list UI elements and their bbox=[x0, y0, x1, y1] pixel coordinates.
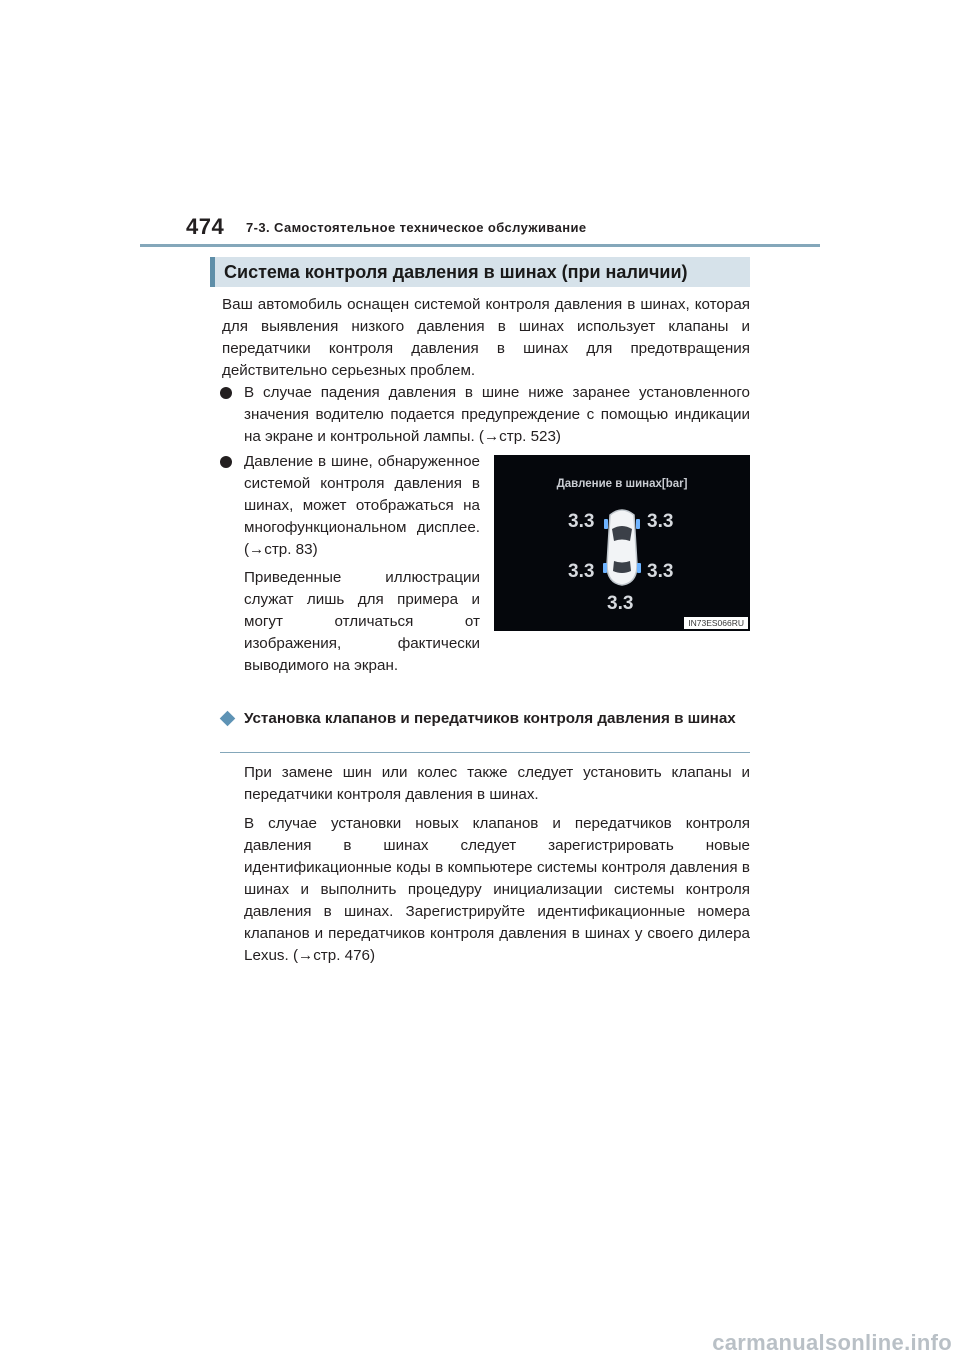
bullet-warning bbox=[220, 382, 750, 448]
paragraph-replacement: При замене шин или колес также следует установить клапаны и передатчики контроля давления в шинах. bbox=[244, 764, 750, 803]
car-top-view-icon bbox=[602, 505, 642, 591]
subsection-heading bbox=[220, 708, 750, 730]
bullet-text: В случае падения давления в шине ниже заранее установленного значения водителю подается предупреждение с помощью индикации на экране и контрольной лампы. (→стр. 523) bbox=[244, 384, 750, 445]
bullet-display bbox=[220, 451, 480, 677]
pressure-rear-right: 3.3 bbox=[647, 561, 674, 582]
screen-caption: Давление в шинах[bar] bbox=[556, 478, 688, 490]
section-title: Система контроля давления в шинах (при наличии) bbox=[224, 262, 688, 282]
illustration-note: Приведенные иллюстрации служат лишь для примера и могут отличаться от изображения, фактически выводимого на экран. bbox=[244, 569, 480, 674]
image-code: IN73ES066RU bbox=[684, 617, 748, 629]
bullet-row bbox=[220, 382, 750, 448]
bullet-dot-icon bbox=[220, 456, 232, 468]
watermark: carmanualsonline.info bbox=[712, 1330, 952, 1355]
subsection-title: Установка клапанов и передатчиков контроля давления в шинах bbox=[244, 710, 736, 727]
subsection-divider bbox=[220, 752, 750, 753]
bullet-text: Давление в шине, обнаруженное системой контроля давления в шинах, может отображаться на многофункциональном дисплее. (→стр. 83) bbox=[244, 453, 480, 558]
pressure-rear-left: 3.3 bbox=[568, 561, 595, 582]
tire-pressure-screen bbox=[494, 455, 750, 631]
header-divider bbox=[140, 244, 820, 247]
section-banner-accent bbox=[210, 257, 215, 287]
paragraph-registration: В случае установки новых клапанов и передатчиков контроля давления в шинах следует зарегистрировать новые идентификационные коды в компьютере системы контроля давления в шинах и выполнить процедуру инициализации системы контроля давления в шинах. Зарегистрируйте идентификационные номера клапанов и передатчиков контроля давления в шинах у своего дилера Lexus. (→стр. 476) bbox=[244, 815, 750, 964]
bullet-dot-icon bbox=[220, 387, 232, 399]
bullet-row bbox=[220, 451, 480, 561]
chapter-title: 7-3. Самостоятельное техническое обслуживание bbox=[246, 220, 587, 235]
page-number: 474 bbox=[186, 214, 225, 239]
pressure-spare: 3.3 bbox=[607, 593, 634, 614]
section-banner bbox=[210, 257, 750, 287]
intro-paragraph: Ваш автомобиль оснащен системой контроля давления в шинах, которая для выявления низкого давления в шинах использует клапаны и передатчики контроля давления в шинах для предотвращения действительно серьезных проблем. bbox=[222, 296, 750, 379]
pressure-front-right: 3.3 bbox=[647, 511, 674, 532]
pressure-front-left: 3.3 bbox=[568, 511, 595, 532]
